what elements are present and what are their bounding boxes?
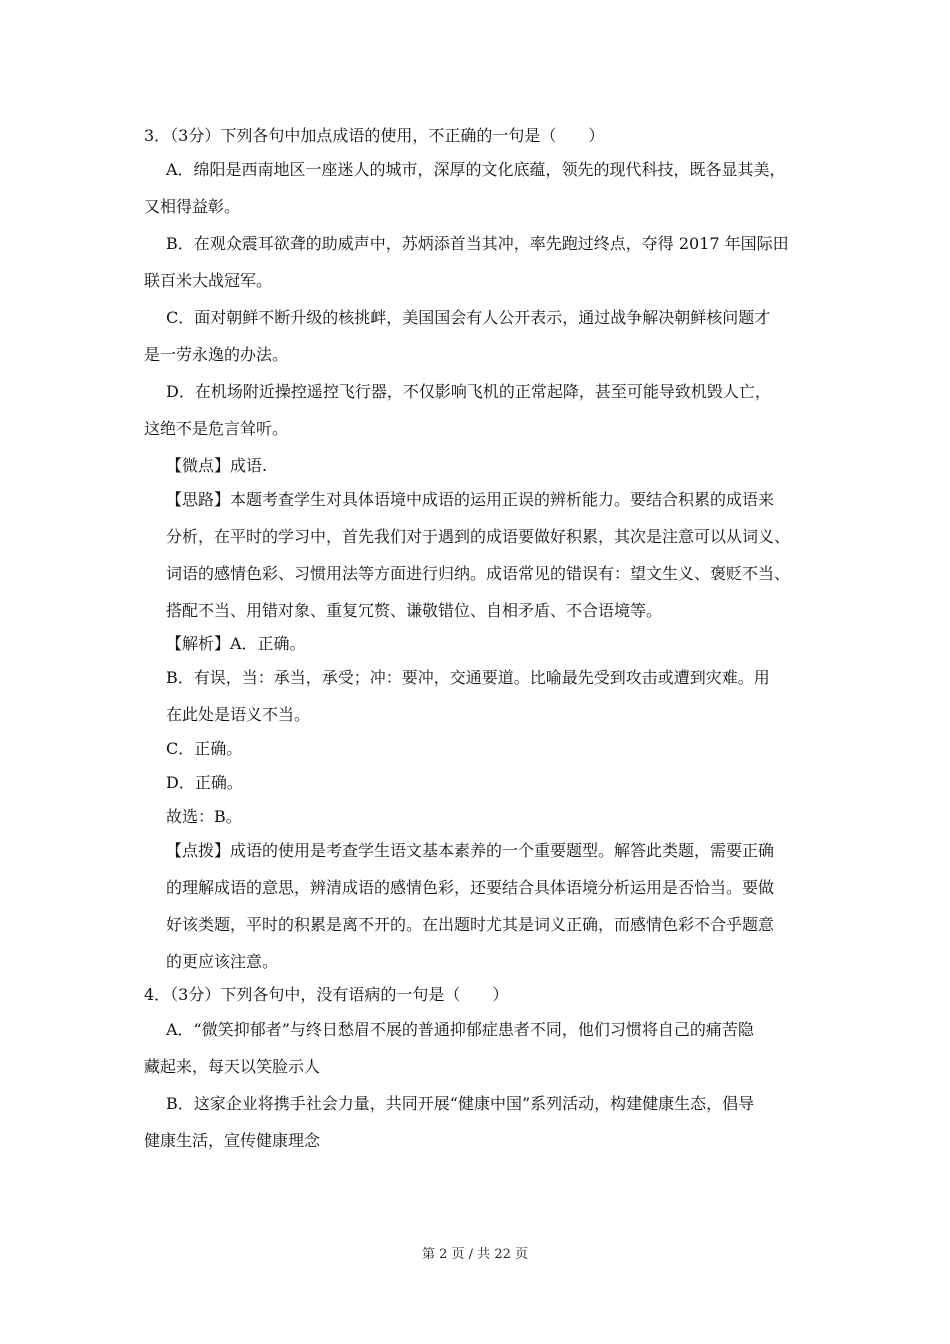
q4-option-b-line1: B．这家企业将携手社会力量，共同开展“健康中国”系列活动，构建健康生态，倡导 — [166, 1094, 755, 1113]
dianbo-line1: 【点拨】成语的使用是考查学生语文基本素养的一个重要题型。解答此类题，需要正确 — [166, 841, 775, 860]
jiexi-text: 【解析】A．正确。 — [166, 634, 306, 653]
jiexi-c: C．正确。 — [166, 739, 243, 758]
q4-option-b-line2: 健康生活，宣传健康理念 — [144, 1131, 321, 1150]
q3-option-b-line2: 联百米大战冠军。 — [144, 271, 273, 290]
q4-option-a-line1: A．“微笑抑郁者”与终日愁眉不展的普通抑郁症患者不同，他们习惯将自己的痛苦隐 — [166, 1020, 754, 1039]
dianbo-line2: 的理解成语的意思，辨清成语的感情色彩，还要结合具体语境分析运用是否恰当。要做 — [166, 878, 775, 897]
q4-option-a-line2: 藏起来，每天以笑脸示人 — [144, 1057, 321, 1076]
jiexi-b-line2: 在此处是语义不当。 — [166, 705, 311, 724]
page-footer: 第 2 页 / 共 22 页 — [422, 1247, 528, 1262]
silu-line2: 分析，在平时的学习中，首先我们对于遇到的成语要做好积累，其次是注意可以从词义、 — [166, 527, 791, 546]
q4-stem: 4．（3分）下列各句中，没有语病的一句是（ ） — [144, 985, 509, 1004]
q3-stem: 3．（3分）下列各句中加点成语的使用，不正确的一句是（ ） — [144, 126, 605, 145]
q3-option-c-line1: C．面对朝鲜不断升级的核挑衅，美国国会有人公开表示，通过战争解决朝鲜核问题才 — [166, 308, 771, 327]
silu-line4: 搭配不当、用错对象、重复冗赘、谦敬错位、自相矛盾、不合语境等。 — [166, 601, 663, 620]
silu-line1: 【思路】本题考查学生对具体语境中成语的运用正误的辨析能力。要结合积累的成语来 — [166, 490, 775, 509]
weidian-text: 【微点】成语. — [166, 456, 268, 475]
jiexi-d: D．正确。 — [166, 773, 243, 792]
q3-option-d-line1: D．在机场附近操控遥控飞行器，不仅影响飞机的正常起降，甚至可能导致机毁人亡， — [166, 382, 771, 401]
q3-option-a-line2: 又相得益彰。 — [144, 197, 241, 216]
answer-text: 故选：B。 — [166, 807, 242, 826]
q3-option-d-line2: 这绝不是危言耸听。 — [144, 419, 289, 438]
jiexi-b-line1: B．有误，当：承当，承受；冲：要冲，交通要道。比喻最先受到攻击或遭到灾难。用 — [166, 668, 770, 687]
q3-option-b-line1: B．在观众震耳欲聋的助威声中，苏炳添首当其冲，率先跑过终点，夺得 2017 年国际田 — [166, 234, 789, 253]
dianbo-line4: 的更应该注意。 — [166, 952, 279, 971]
silu-line3: 词语的感情色彩、习惯用法等方面进行归纳。成语常见的错误有：望文生义、褒贬不当、 — [166, 564, 791, 583]
q3-option-a-line1: A．绵阳是西南地区一座迷人的城市，深厚的文化底蕴，领先的现代科技，既各显其美， — [166, 160, 786, 179]
q3-option-c-line2: 是一劳永逸的办法。 — [144, 345, 289, 364]
dianbo-line3: 好该类题，平时的积累是离不开的。在出题时尤其是词义正确，而感情色彩不合乎题意 — [166, 915, 775, 934]
